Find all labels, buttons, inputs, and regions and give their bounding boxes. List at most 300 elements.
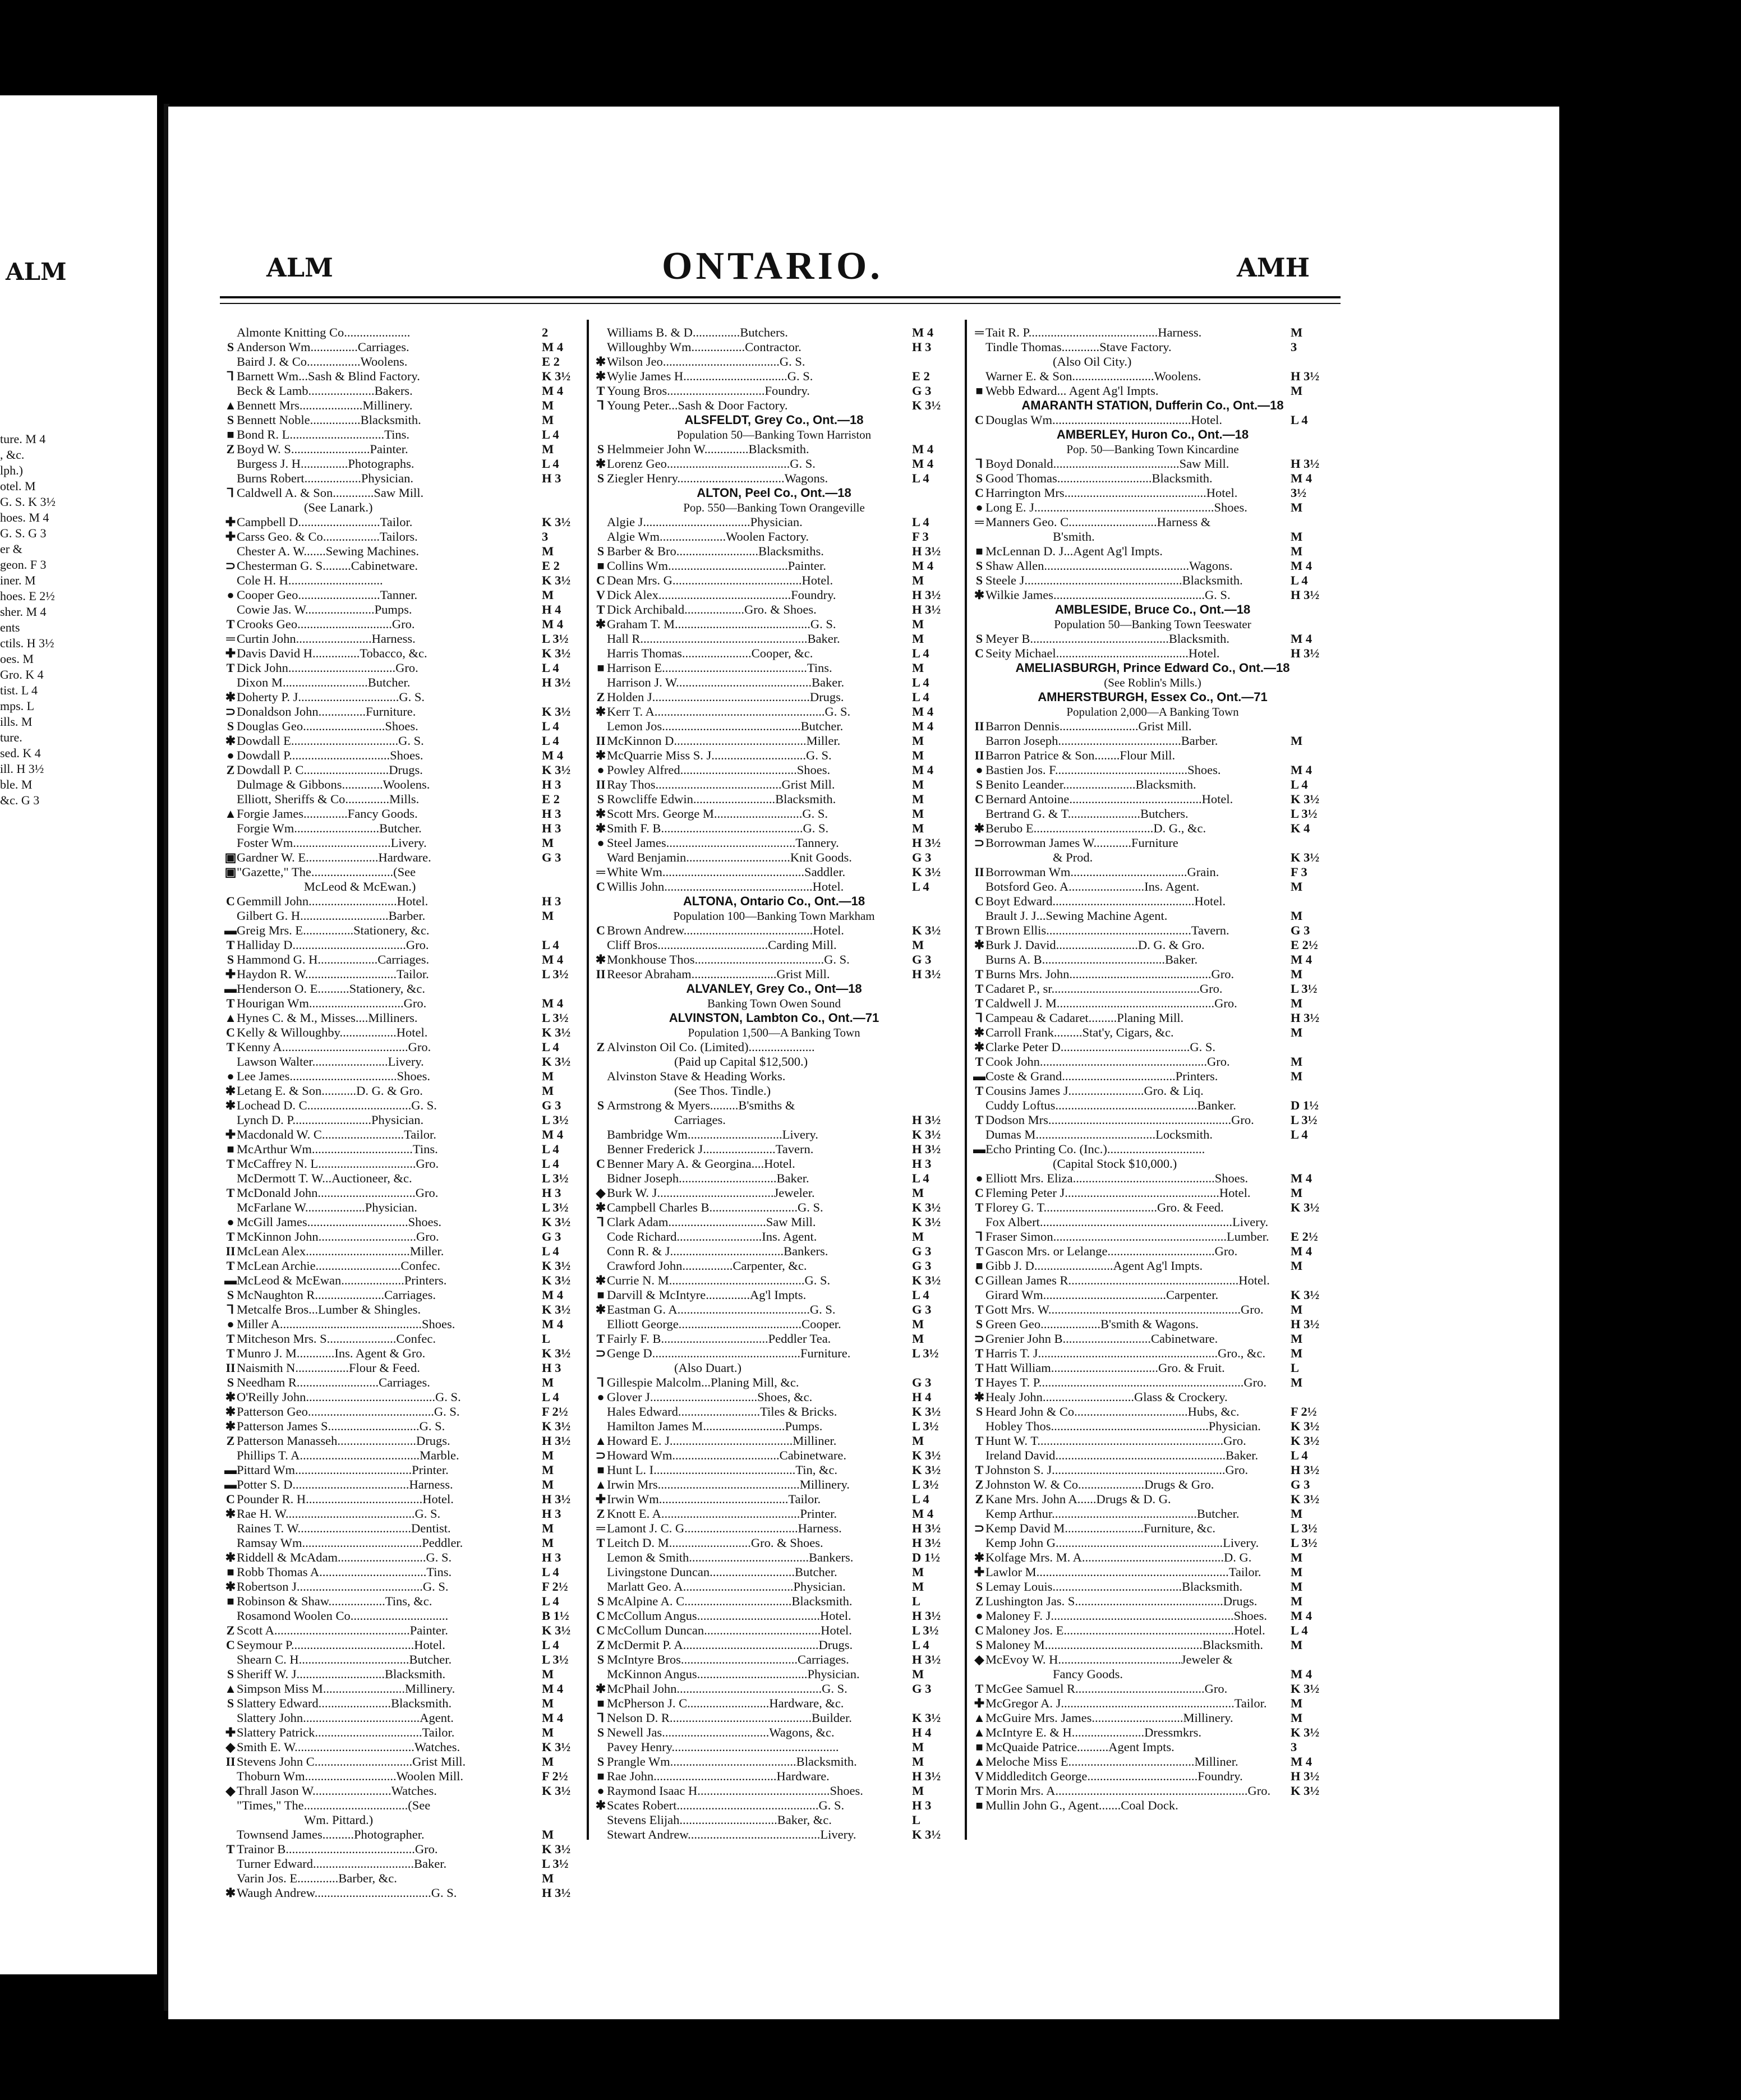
credit-rating: K 3½ — [912, 1463, 941, 1477]
trade-symbol: ✚ — [225, 1127, 236, 1141]
trade-symbol — [224, 1536, 237, 1550]
entry-name: Elliott Mrs. Eliza.............................................Shoes. — [985, 1171, 1249, 1185]
entry-name: Clark Adam...............................Saw Mill. — [607, 1215, 816, 1229]
credit-rating: M — [542, 1667, 554, 1681]
trade-symbol: ✚ — [225, 646, 236, 660]
directory-entry — [973, 836, 1332, 850]
entry-name: Campbell D..........................Tailor. — [237, 515, 413, 529]
directory-entry — [595, 1215, 954, 1229]
entry-name: McLennan D. J...Agent Ag'l Impts. — [985, 544, 1163, 558]
trade-symbol: S — [227, 340, 234, 354]
credit-rating: 3½ — [1291, 486, 1307, 500]
directory-entry — [595, 1229, 954, 1244]
entry-name: Pounder R. H.....................................Hotel. — [237, 1492, 454, 1506]
trade-symbol — [595, 1244, 607, 1259]
directory-entry — [224, 792, 583, 807]
trade-symbol: S — [975, 1317, 983, 1331]
entry-name: Cousins James J........................Gro. & Liq. — [985, 1084, 1204, 1098]
credit-rating — [537, 865, 583, 879]
entry-name: McGee Samuel R.........................................Gro. — [985, 1682, 1228, 1696]
entry-name: Campbell Charles B............................G. S. — [607, 1200, 823, 1214]
directory-entry — [973, 515, 1332, 529]
facing-page-line: mps. L — [0, 699, 35, 713]
entry-name: Maloney F. J..........................................................Shoes. — [985, 1609, 1267, 1623]
entry-name: Kemp David M.........................Furniture, &c. — [985, 1521, 1215, 1535]
directory-entry — [973, 1317, 1332, 1332]
trade-symbol: C — [975, 1623, 984, 1637]
directory-entry — [224, 471, 583, 486]
trade-symbol: T — [226, 996, 235, 1010]
credit-rating: H 3½ — [1291, 588, 1320, 602]
directory-entry — [224, 427, 583, 442]
credit-rating: G 3 — [1291, 923, 1310, 937]
entry-name: Middleditch George...................................Foundry. — [985, 1769, 1243, 1783]
directory-entry — [973, 1740, 1332, 1754]
directory-entry — [595, 1827, 954, 1842]
credit-rating: M — [1291, 1025, 1303, 1039]
credit-rating: 3 — [542, 529, 549, 544]
directory-entry — [973, 1696, 1332, 1711]
credit-rating: M — [1291, 1302, 1303, 1316]
directory-entry — [224, 1244, 583, 1259]
trade-symbol: T — [596, 602, 605, 616]
trade-symbol: C — [975, 894, 984, 908]
entry-name: Robinson & Shaw..................Tins, &c. — [237, 1594, 432, 1608]
directory-entry — [595, 1448, 954, 1463]
credit-rating — [537, 923, 583, 938]
credit-rating: M 4 — [912, 442, 934, 456]
entry-name: Fairly F. B..................................Peddler Tea. — [607, 1332, 831, 1346]
town-population: Population 50—Banking Town Harriston — [676, 428, 872, 441]
directory-entry — [595, 1652, 954, 1667]
entry-note: Fancy Goods. — [1053, 1667, 1123, 1681]
credit-rating: K 3½ — [542, 369, 571, 383]
directory-entry — [973, 1434, 1332, 1448]
credit-rating: H 3½ — [912, 1142, 941, 1156]
directory-entry — [595, 879, 954, 894]
directory-entry — [595, 661, 954, 675]
credit-rating: M 4 — [1291, 952, 1312, 966]
entry-name: Prangle Wm........................................Blacksmith. — [607, 1754, 857, 1769]
entry-name: Thoburn Wm.............................Woolen Mill. — [237, 1769, 464, 1783]
entry-name: Turner Edward................................Baker. — [237, 1857, 447, 1871]
trade-symbol — [595, 1113, 607, 1127]
directory-entry — [224, 1011, 583, 1025]
entry-name: Grenier John B............................Cabinetware. — [985, 1332, 1218, 1346]
directory-entry — [973, 923, 1332, 938]
directory-entry — [595, 1550, 954, 1565]
entry-name: Chester A. W.......Sewing Machines. — [237, 544, 419, 558]
trade-symbol: T — [226, 661, 235, 675]
credit-rating: K 3½ — [912, 1827, 941, 1841]
credit-rating — [908, 1084, 954, 1098]
credit-rating: M 4 — [542, 617, 564, 631]
directory-entry — [595, 1638, 954, 1652]
directory-entry — [973, 1069, 1332, 1084]
credit-rating: M — [912, 1332, 924, 1346]
trade-symbol — [224, 1171, 237, 1186]
trade-symbol — [224, 1827, 237, 1842]
credit-rating: M 4 — [1291, 1244, 1312, 1258]
trade-symbol: ✚ — [225, 515, 236, 529]
directory-entry — [595, 1200, 954, 1215]
trade-symbol: S — [227, 1288, 234, 1302]
credit-rating: B 1½ — [542, 1609, 569, 1623]
trade-symbol — [224, 1813, 237, 1827]
trade-symbol: T — [596, 384, 605, 398]
directory-entry — [973, 1186, 1332, 1200]
trade-symbol: T — [975, 982, 984, 996]
directory-entry — [595, 1404, 954, 1419]
entry-name: Code Richard...........................Ins. Agent. — [607, 1229, 817, 1244]
trade-symbol — [973, 1667, 985, 1682]
trade-symbol: Z — [226, 1623, 235, 1637]
trade-symbol: II — [225, 1361, 236, 1375]
credit-rating: L 3½ — [542, 1857, 569, 1871]
credit-rating: M — [542, 1827, 554, 1841]
facing-page-line: Gro. K 4 — [0, 667, 44, 681]
credit-rating — [1286, 1798, 1332, 1813]
trade-symbol — [224, 1857, 237, 1871]
trade-symbol: T — [975, 967, 984, 981]
entry-name: Gilbert G. H............................Barber. — [237, 909, 426, 923]
entry-name: McGregor A. J.......................................................Tailor. — [985, 1696, 1267, 1710]
trade-symbol: S — [975, 559, 983, 573]
directory-entry — [973, 1084, 1332, 1098]
credit-rating: M — [1291, 1579, 1303, 1594]
directory-entry — [973, 1302, 1332, 1317]
credit-rating: L 3½ — [912, 1477, 939, 1491]
directory-entry — [595, 1113, 954, 1127]
entry-name: Hammond G. H...................Carriages. — [237, 952, 430, 966]
entry-name: Ward Benjamin.................................Knit Goods. — [607, 850, 852, 864]
credit-rating — [537, 486, 583, 500]
directory-entry — [595, 967, 954, 982]
entry-name: Echo Printing Co. (Inc.)............................... — [985, 1142, 1205, 1156]
trade-symbol: ◆ — [225, 1784, 236, 1798]
directory-entry — [595, 923, 954, 938]
trade-symbol — [224, 777, 237, 792]
credit-rating: M 4 — [912, 325, 934, 339]
directory-entry — [224, 1171, 583, 1186]
entry-name: Fraser Simon.......................................................Lumber. — [985, 1229, 1269, 1244]
directory-entry — [224, 1667, 583, 1682]
credit-rating: L 4 — [542, 661, 559, 675]
entry-name: Forgie James..............Fancy Goods. — [237, 807, 418, 821]
trade-symbol: C — [596, 879, 605, 894]
directory-entry — [973, 763, 1332, 777]
credit-rating: M — [542, 1871, 554, 1885]
town-population: (See Roblin's Mills.) — [1104, 676, 1201, 689]
credit-rating — [1286, 1273, 1332, 1288]
entry-name: McPherson J. C..........................Hardware, &c. — [607, 1696, 844, 1710]
directory-entry — [224, 1827, 583, 1842]
directory-entry — [973, 369, 1332, 384]
credit-rating: H 3½ — [912, 967, 941, 981]
trade-symbol: ■ — [597, 1288, 605, 1302]
trade-symbol: ✱ — [595, 1302, 606, 1316]
entry-name: Cadaret P., sr...............................................Gro. — [985, 982, 1223, 996]
trade-symbol: ✱ — [974, 938, 985, 952]
trade-symbol: C — [226, 1638, 235, 1652]
trade-symbol: ✱ — [595, 821, 606, 835]
directory-entry — [973, 1682, 1332, 1696]
trade-symbol: ═ — [975, 325, 984, 339]
trade-symbol: ═ — [975, 515, 984, 529]
entry-name: Kemp Arthur..............................................Butcher. — [985, 1507, 1240, 1521]
town-heading: ALVANLEY, Grey Co., Ont—18 — [686, 982, 862, 996]
credit-rating: H 3½ — [542, 1492, 571, 1506]
credit-rating: M — [1291, 1550, 1303, 1564]
directory-entry — [595, 1186, 954, 1200]
trade-symbol — [973, 807, 985, 821]
entry-name: Lawlor M.............................................................Tailor. — [985, 1565, 1261, 1579]
entry-name: Simpson Miss M..........................Millinery. — [237, 1682, 455, 1696]
trade-symbol: ■ — [597, 1769, 605, 1783]
entry-name: Shaw Allen..............................................Wagons. — [985, 559, 1233, 573]
trade-symbol: ■ — [227, 427, 234, 441]
entry-name: Wilkie James................................................G. S. — [985, 588, 1231, 602]
credit-rating: M — [542, 1084, 554, 1098]
entry-name: Halliday D....................................Gro. — [237, 938, 429, 952]
directory-entry — [224, 1229, 583, 1244]
trade-symbol: ✱ — [225, 1579, 236, 1594]
directory-entry — [595, 777, 954, 792]
credit-rating: H 3½ — [912, 1536, 941, 1550]
credit-rating: M — [1291, 544, 1303, 558]
entry-name: Rosamond Woolen Co............................... — [237, 1609, 449, 1623]
credit-rating: L 4 — [1291, 777, 1308, 791]
directory-entry — [224, 1375, 583, 1390]
entry-name: Potter S. D.....................................Harness. — [237, 1477, 453, 1491]
directory-entry — [595, 704, 954, 719]
header-rule-thick — [220, 296, 1341, 298]
directory-entry — [973, 719, 1332, 734]
directory-entry — [224, 1740, 583, 1754]
credit-rating: M 4 — [912, 559, 934, 573]
entry-name: Donaldson John...............Furniture. — [237, 704, 416, 719]
directory-entry — [973, 748, 1332, 763]
directory-entry — [595, 1054, 954, 1069]
facing-page-header: ALM — [6, 258, 67, 285]
credit-rating: H 3½ — [912, 588, 941, 602]
credit-rating: L 4 — [542, 734, 559, 748]
directory-entry — [595, 1784, 954, 1798]
credit-rating: E 2 — [542, 354, 560, 369]
directory-entry — [224, 1638, 583, 1652]
credit-rating — [1286, 1157, 1332, 1171]
directory-entry — [973, 1332, 1332, 1346]
trade-symbol: ═ — [596, 1521, 605, 1535]
credit-rating: K 3½ — [542, 1623, 571, 1637]
credit-rating: M — [912, 777, 924, 791]
trade-symbol: ✱ — [595, 1798, 606, 1812]
directory-entry — [224, 763, 583, 777]
credit-rating — [1286, 894, 1332, 909]
credit-rating: F 3 — [912, 529, 929, 544]
entry-name: Dick John..................................Gro. — [237, 661, 418, 675]
directory-entry — [595, 1302, 954, 1317]
entry-name: Davis David H...............Tobacco, &c. — [237, 646, 427, 660]
credit-rating: L 4 — [542, 1157, 559, 1171]
credit-rating: M — [542, 1536, 554, 1550]
trade-symbol — [595, 1069, 607, 1084]
entry-name: McAlpine A. C..................................Blacksmith. — [607, 1594, 853, 1608]
trade-symbol: II — [596, 777, 606, 791]
trade-symbol: S — [227, 1375, 234, 1389]
credit-rating: M — [912, 807, 924, 821]
credit-rating — [537, 879, 583, 894]
entry-name: Scott A...........................................Painter. — [237, 1623, 448, 1637]
directory-entry — [595, 1463, 954, 1477]
credit-rating: K 3½ — [542, 1302, 571, 1316]
directory-entry — [973, 1609, 1332, 1623]
credit-rating: M — [912, 1317, 924, 1331]
trade-symbol: ✱ — [974, 1550, 985, 1564]
credit-rating: M 4 — [542, 340, 564, 354]
trade-symbol — [595, 1827, 607, 1842]
credit-rating: L 4 — [542, 427, 559, 441]
trade-symbol: ● — [227, 588, 234, 602]
facing-page-line: hoes. M 4 — [0, 510, 49, 524]
entry-name: Lochead D. C.................................G. S. — [237, 1098, 437, 1112]
entry-name: Burk J. David..........................D. G. & Gro. — [985, 938, 1205, 952]
credit-rating: L 4 — [542, 938, 559, 952]
trade-symbol: ● — [227, 1215, 234, 1229]
town-population: Banking Town Owen Sound — [707, 997, 841, 1010]
trade-symbol: ■ — [975, 1259, 983, 1273]
entry-name: McQuaide Patrice..........Agent Impts. — [985, 1740, 1175, 1754]
entry-name: Manners Geo. C............................Harness & — [985, 515, 1211, 529]
credit-rating: H 3½ — [912, 1652, 941, 1666]
credit-rating: L — [1291, 1361, 1300, 1375]
entry-name: Newell Jas..................................Wagons, &c. — [607, 1725, 835, 1739]
directory-entry — [973, 1784, 1332, 1798]
entry-name: Lushington Jas. S...............................................Drugs. — [985, 1594, 1258, 1608]
credit-rating: H 3 — [542, 894, 561, 908]
directory-entry — [224, 1361, 583, 1375]
directory-entry — [595, 471, 954, 486]
directory-entry — [595, 1317, 954, 1332]
entry-name: Dowdall E..................................G. S. — [237, 734, 424, 748]
trade-symbol — [973, 340, 985, 354]
credit-rating: K 3½ — [912, 1404, 941, 1419]
entry-name: Kolfage Mrs. M. A.............................................D. G. — [985, 1550, 1252, 1564]
directory-entry — [224, 1259, 583, 1273]
credit-rating: K 3½ — [542, 1740, 571, 1754]
entry-name: Seymour P.......................................Hotel. — [237, 1638, 445, 1652]
entry-name: Barnett Wm...Sash & Blind Factory. — [237, 369, 420, 383]
entry-name: Graham T. M...........................................G. S. — [607, 617, 836, 631]
credit-rating: K 3½ — [542, 1025, 571, 1039]
credit-rating: M — [1291, 1594, 1303, 1608]
entry-name: McDermott T. W...Auctioneer, &c. — [237, 1171, 412, 1185]
directory-entry — [595, 1507, 954, 1521]
trade-symbol: ✚ — [595, 1492, 606, 1506]
trade-symbol — [224, 1769, 237, 1784]
trade-symbol — [973, 1098, 985, 1113]
credit-rating: H 3 — [542, 1507, 561, 1521]
entry-name: "Gazette," The..........................(See — [237, 865, 416, 879]
trade-symbol: ▲ — [224, 807, 237, 821]
trade-symbol — [973, 879, 985, 894]
entry-name: Johnston W. & Co.....................Drugs & Gro. — [985, 1477, 1214, 1491]
trade-symbol: T — [226, 1040, 235, 1054]
directory-entry — [973, 1652, 1332, 1667]
trade-symbol: ✱ — [225, 1084, 236, 1098]
trade-symbol: Z — [596, 1638, 605, 1652]
entry-name: White Wm.............................................Saddler. — [607, 865, 846, 879]
credit-rating: L 4 — [912, 471, 929, 485]
entry-name: Varin Jos. E.............Barber, &c. — [237, 1871, 397, 1885]
directory-entry — [973, 1361, 1332, 1375]
trade-symbol: C — [226, 1492, 235, 1506]
trade-symbol — [595, 1054, 607, 1069]
credit-rating: H 3 — [542, 471, 561, 485]
entry-name: Cook John.....................................................Gro. — [985, 1054, 1230, 1069]
directory-entry — [224, 1682, 583, 1696]
entry-name: Greig Mrs. E................Stationery, &c. — [237, 923, 430, 937]
directory-entry — [224, 1565, 583, 1579]
entry-name: Dumas M......................................Locksmith. — [985, 1127, 1213, 1141]
trade-symbol — [595, 1142, 607, 1157]
trade-symbol: ▬ — [224, 1463, 237, 1477]
entry-name: Bastien Jos. F..........................................Shoes. — [985, 763, 1221, 777]
credit-rating: K 3½ — [912, 398, 941, 412]
entry-name: Caldwell J. M..................................................Gro. — [985, 996, 1237, 1010]
running-head-left: ALM — [266, 252, 333, 283]
directory-entry — [595, 938, 954, 952]
credit-rating: M — [912, 661, 924, 675]
directory-entry — [224, 1623, 583, 1638]
directory-entry — [224, 1652, 583, 1667]
trade-symbol: ■ — [975, 1740, 983, 1754]
entry-name: Girard Wm.......................................Carpenter. — [985, 1288, 1219, 1302]
directory-entry — [973, 1798, 1332, 1813]
entry-name: "Times," The.................................(See — [237, 1798, 431, 1812]
credit-rating: M — [1291, 1259, 1303, 1273]
directory-entry — [595, 515, 954, 529]
directory-entry — [224, 457, 583, 471]
directory-entry — [973, 865, 1332, 879]
entry-name: Alvinston Stave & Heading Works. — [607, 1069, 786, 1083]
directory-entry — [595, 1142, 954, 1157]
credit-rating: M — [912, 1565, 924, 1579]
entry-name: Rae John.......................................Hardware. — [607, 1769, 830, 1783]
credit-rating: M — [542, 1696, 554, 1710]
town-heading: AMELIASBURGH, Prince Edward Co., Ont.—18 — [1015, 661, 1290, 675]
trade-symbol: II — [596, 967, 606, 981]
entry-name: Crawford John................Carpenter, &c. — [607, 1259, 807, 1273]
entry-name: McKinnon D..........................................Miller. — [607, 734, 841, 748]
credit-rating: L 4 — [542, 1142, 559, 1156]
entry-name: Irwin Mrs.............................................Millinery. — [607, 1477, 850, 1491]
trade-symbol — [973, 952, 985, 967]
directory-entry — [973, 1725, 1332, 1740]
trade-symbol: S — [975, 632, 983, 646]
trade-symbol — [973, 369, 985, 384]
trade-symbol — [595, 675, 607, 690]
directory-entry — [224, 807, 583, 821]
credit-rating: H 3 — [542, 1186, 561, 1200]
directory-entry — [595, 1040, 954, 1054]
credit-rating: L 4 — [542, 1565, 559, 1579]
directory-entry — [595, 1696, 954, 1711]
trade-symbol: T — [226, 1332, 235, 1346]
entry-name: O'Reilly John.........................................G. S. — [237, 1390, 461, 1404]
trade-symbol: II — [974, 748, 984, 762]
credit-rating: L 3½ — [542, 1113, 569, 1127]
